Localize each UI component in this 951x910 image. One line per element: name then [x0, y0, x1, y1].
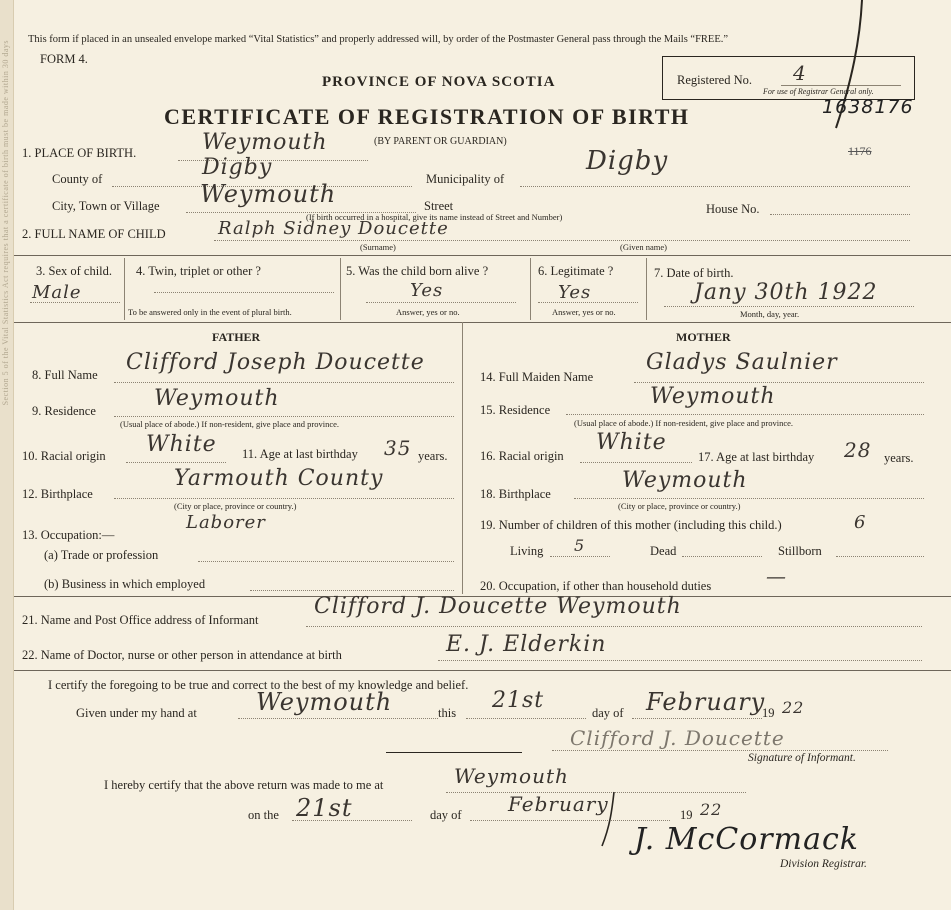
legitimate-label: 6. Legitimate ?	[538, 264, 614, 278]
street-label: Street	[424, 199, 454, 213]
page-title: CERTIFICATE OF REGISTRATION OF BIRTH	[164, 104, 690, 129]
registrar-signature-label: Division Registrar.	[780, 858, 867, 870]
subtitle: (BY PARENT OR GUARDIAN)	[374, 136, 507, 147]
mother-age-value: 28	[844, 438, 872, 462]
place-value: Weymouth	[202, 130, 328, 155]
alive-label: 5. Was the child born alive ?	[346, 264, 489, 278]
father-age-value: 35	[384, 436, 412, 460]
father-race-label: 10. Racial origin	[22, 449, 106, 463]
registrar-signature: J. McCormack	[634, 822, 859, 857]
surname-label: (Surname)	[360, 242, 396, 252]
margin-text: Section 5 of the Vital Statistics Act requires that a certificate of birth must be made within 30 days	[1, 40, 10, 406]
municipality-label: Municipality of	[426, 172, 505, 186]
registrar-year: 22	[700, 800, 723, 819]
mother-occupation-value: —	[766, 564, 787, 588]
father-occupation-label: 13. Occupation:—	[22, 528, 115, 542]
mother-name-label: 14. Full Maiden Name	[480, 370, 594, 384]
dead-label: Dead	[650, 544, 677, 558]
alive-note: Answer, yes or no.	[396, 307, 460, 317]
father-name-value: Clifford Joseph Doucette	[126, 350, 425, 375]
living-label: Living	[510, 544, 544, 558]
father-race-value: White	[146, 432, 217, 457]
father-name-label: 8. Full Name	[32, 368, 98, 382]
children-label: 19. Number of children of this mother (including this child.)	[480, 518, 782, 532]
place-label: 1. PLACE OF BIRTH.	[22, 146, 137, 160]
informant-signature-label: Signature of Informant.	[748, 752, 856, 764]
child-name-value: Ralph Sidney Doucette	[218, 218, 449, 239]
registered-number: 4	[793, 61, 807, 85]
alive-value: Yes	[410, 280, 444, 301]
father-birthplace-value: Yarmouth County	[174, 466, 384, 491]
sex-value: Male	[32, 282, 82, 303]
twin-label: 4. Twin, triplet or other ?	[136, 264, 261, 278]
sex-label: 3. Sex of child.	[36, 264, 113, 278]
mother-race-label: 16. Racial origin	[480, 449, 564, 463]
stillborn-label: Stillborn	[778, 544, 822, 558]
registered-label: Registered No.	[677, 73, 752, 87]
mother-birthplace-label: 18. Birthplace	[480, 487, 551, 501]
registered-box	[662, 56, 915, 100]
father-years: years.	[418, 449, 448, 463]
mother-birthplace-value: Weymouth	[622, 468, 748, 493]
street-note: (If birth occurred in a hospital, give its name instead of Street and Number)	[306, 212, 563, 222]
given-day: 21st	[492, 688, 545, 713]
registrar-day-of-label: day of	[430, 808, 462, 822]
county-label: County of	[52, 172, 103, 186]
this-label: this	[438, 706, 457, 720]
twin-note: To be answered only in the event of plural birth.	[128, 307, 292, 317]
father-birthplace-label: 12. Birthplace	[22, 487, 93, 501]
mother-age-label: 17. Age at last birthday	[698, 450, 815, 464]
father-residence-value: Weymouth	[154, 386, 280, 411]
given-month: February	[646, 688, 766, 716]
given-label: Given under my hand at	[76, 706, 197, 720]
mother-occupation-label: 20. Occupation, if other than household duties	[480, 579, 712, 593]
city-label: City, Town or Village	[52, 199, 160, 213]
province-heading: PROVINCE OF NOVA SCOTIA	[322, 74, 556, 90]
county-value: Digby	[202, 155, 273, 180]
informant-signature: Clifford J. Doucette	[570, 726, 785, 750]
certify-statement: I certify the foregoing to be true and correct to the best of my knowledge and belief.	[48, 678, 469, 692]
struck-number: 1176	[848, 144, 872, 158]
mother-heading: MOTHER	[676, 330, 731, 344]
registrar-year-prefix: 19	[680, 808, 693, 822]
house-label: House No.	[706, 202, 760, 216]
mother-residence-value: Weymouth	[650, 384, 776, 409]
children-value: 6	[854, 512, 867, 533]
registrar-on-label: on the	[248, 808, 279, 822]
pen-flourish	[596, 790, 620, 850]
doctor-label: 22. Name of Doctor, nurse or other person in attendance at birth	[22, 648, 342, 662]
legitimate-value: Yes	[558, 282, 592, 303]
date-of-birth-note: Month, day, year.	[740, 309, 800, 319]
father-residence-label: 9. Residence	[32, 404, 96, 418]
trade-label: (a) Trade or profession	[44, 548, 159, 562]
given-year-prefix: 19	[762, 706, 775, 720]
given-name-label: (Given name)	[620, 242, 667, 252]
given-place: Weymouth	[256, 688, 393, 716]
father-birthplace-note: (City or place, province or country.)	[174, 501, 297, 511]
stamp-number: 1638176	[822, 96, 914, 118]
mother-residence-note: (Usual place of abode.) If non-resident, give place and province.	[574, 418, 794, 428]
legitimate-note: Answer, yes or no.	[552, 307, 616, 317]
doctor-value: E. J. Elderkin	[446, 632, 607, 657]
registrar-place: Weymouth	[454, 764, 569, 788]
mother-name-value: Gladys Saulnier	[646, 350, 838, 375]
mother-birthplace-note: (City or place, province or country.)	[618, 501, 741, 511]
father-heading: FATHER	[212, 330, 261, 344]
birth-certificate	[14, 0, 951, 910]
mother-race-value: White	[596, 430, 667, 455]
given-year: 22	[782, 698, 805, 717]
father-residence-note: (Usual place of abode.) If non-resident, give place and province.	[120, 419, 340, 429]
father-occupation-value: Laborer	[186, 512, 266, 533]
date-of-birth-value: Jany 30th 1922	[694, 280, 878, 305]
father-age-label: 11. Age at last birthday	[242, 447, 358, 461]
binding-edge	[0, 0, 14, 910]
mail-notice: This form if placed in an unsealed envelope marked “Vital Statistics” and properly addressed will, by order of the Postmaster General pass through the Mails “FREE.”	[28, 34, 729, 45]
registrar-month: February	[508, 792, 609, 816]
registrar-general-note: For use of Registrar General only.	[763, 87, 874, 96]
municipality-value: Digby	[586, 146, 669, 176]
date-of-birth-label: 7. Date of birth.	[654, 266, 734, 280]
registrar-day: 21st	[296, 794, 353, 822]
form-number: FORM 4.	[40, 52, 88, 66]
registrar-statement: I hereby certify that the above return was made to me at	[104, 778, 384, 792]
mother-years: years.	[884, 451, 914, 465]
pen-stroke	[814, 0, 874, 140]
informant-value: Clifford J. Doucette Weymouth	[314, 594, 682, 619]
city-value: Weymouth	[200, 180, 337, 208]
child-name-label: 2. FULL NAME OF CHILD	[22, 227, 166, 241]
informant-label: 21. Name and Post Office address of Informant	[22, 613, 259, 627]
business-label: (b) Business in which employed	[44, 577, 206, 591]
given-day-of-label: day of	[592, 706, 624, 720]
mother-residence-label: 15. Residence	[480, 403, 551, 417]
living-value: 5	[574, 536, 586, 555]
